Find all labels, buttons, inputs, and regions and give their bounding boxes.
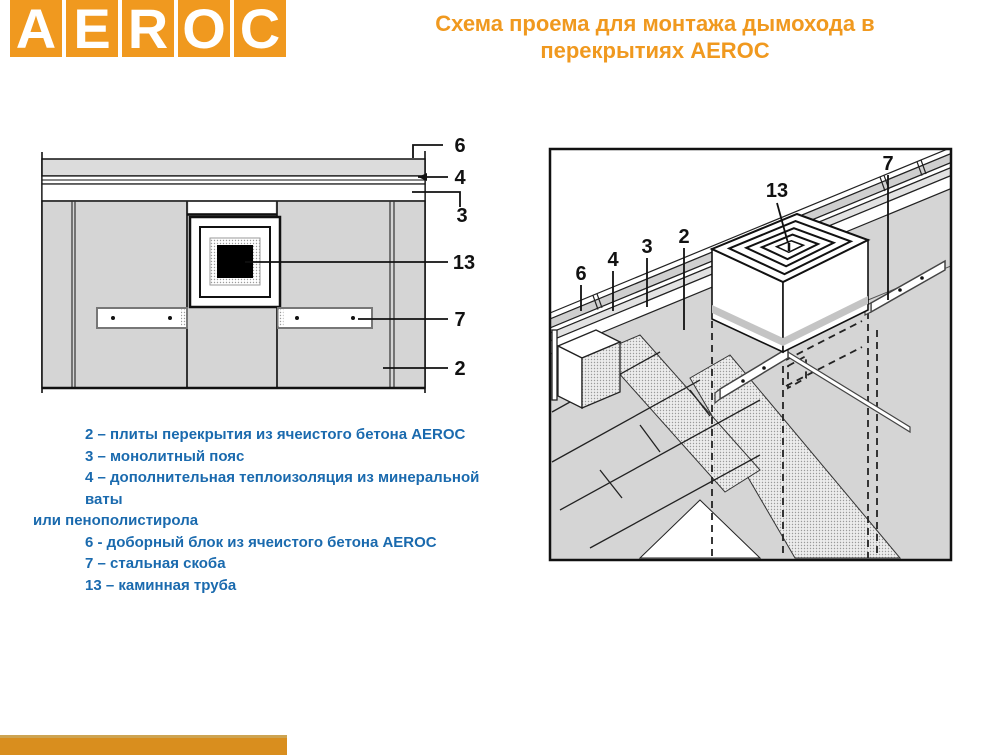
- logo-tile: [66, 0, 118, 57]
- callout-7: 7: [454, 309, 466, 331]
- legend-item-4-cont: или пенополистирола: [33, 512, 199, 529]
- callout-7-3d: 7: [882, 153, 894, 175]
- logo-letter: O: [182, 0, 226, 57]
- steel-plate-right: [278, 308, 372, 328]
- logo-letter: A: [15, 0, 57, 57]
- edge-block-band: [42, 159, 425, 176]
- page-title: [350, 10, 960, 64]
- legend-item-4: 4 – дополнительная теплоизоляция из минеральной ваты: [85, 469, 480, 508]
- callout-13-3d: 13: [765, 180, 789, 202]
- callout-3: 3: [456, 205, 468, 227]
- aeroc-logo: [10, 0, 286, 57]
- title-line-1: Схема проема для монтажа дымохода в: [435, 11, 875, 36]
- title-line-2: перекрытиях AEROC: [540, 38, 770, 63]
- callout-13: 13: [452, 252, 476, 274]
- callout-6: 6: [454, 135, 466, 157]
- opening-top-strip: [189, 202, 276, 213]
- logo-tile: [122, 0, 174, 57]
- isometric-view-diagram: [545, 145, 957, 565]
- logo-tile: [10, 0, 62, 57]
- callout-2: 2: [454, 358, 466, 380]
- legend-item-3: 3 – монолитный пояс: [85, 447, 245, 465]
- legend: [33, 424, 513, 596]
- callout-6-3d: 6: [575, 263, 587, 285]
- monolithic-belt-band: [42, 184, 425, 201]
- section-view-diagram: [30, 125, 490, 415]
- callout-2-3d: 2: [678, 226, 690, 248]
- legend-item-2: 2 – плиты перекрытия из ячеистого бетона AEROC: [85, 426, 466, 443]
- logo-letter: E: [73, 0, 111, 57]
- logo-letter: C: [239, 0, 281, 57]
- legend-item-13: 13 – каминная труба: [85, 576, 237, 594]
- callout-4-3d: 4: [607, 249, 619, 271]
- callout-3-3d: 3: [641, 236, 653, 258]
- steel-plate-left: [97, 308, 187, 328]
- footer-bar: [0, 735, 287, 755]
- logo-tile: [234, 0, 286, 57]
- legend-item-6: 6 - доборный блок из ячеистого бетона AEROC: [85, 533, 437, 551]
- legend-item-7: 7 – стальная скоба: [85, 555, 226, 572]
- callout-4: 4: [454, 167, 466, 189]
- logo-letter: R: [127, 0, 169, 57]
- logo-tile: [178, 0, 230, 57]
